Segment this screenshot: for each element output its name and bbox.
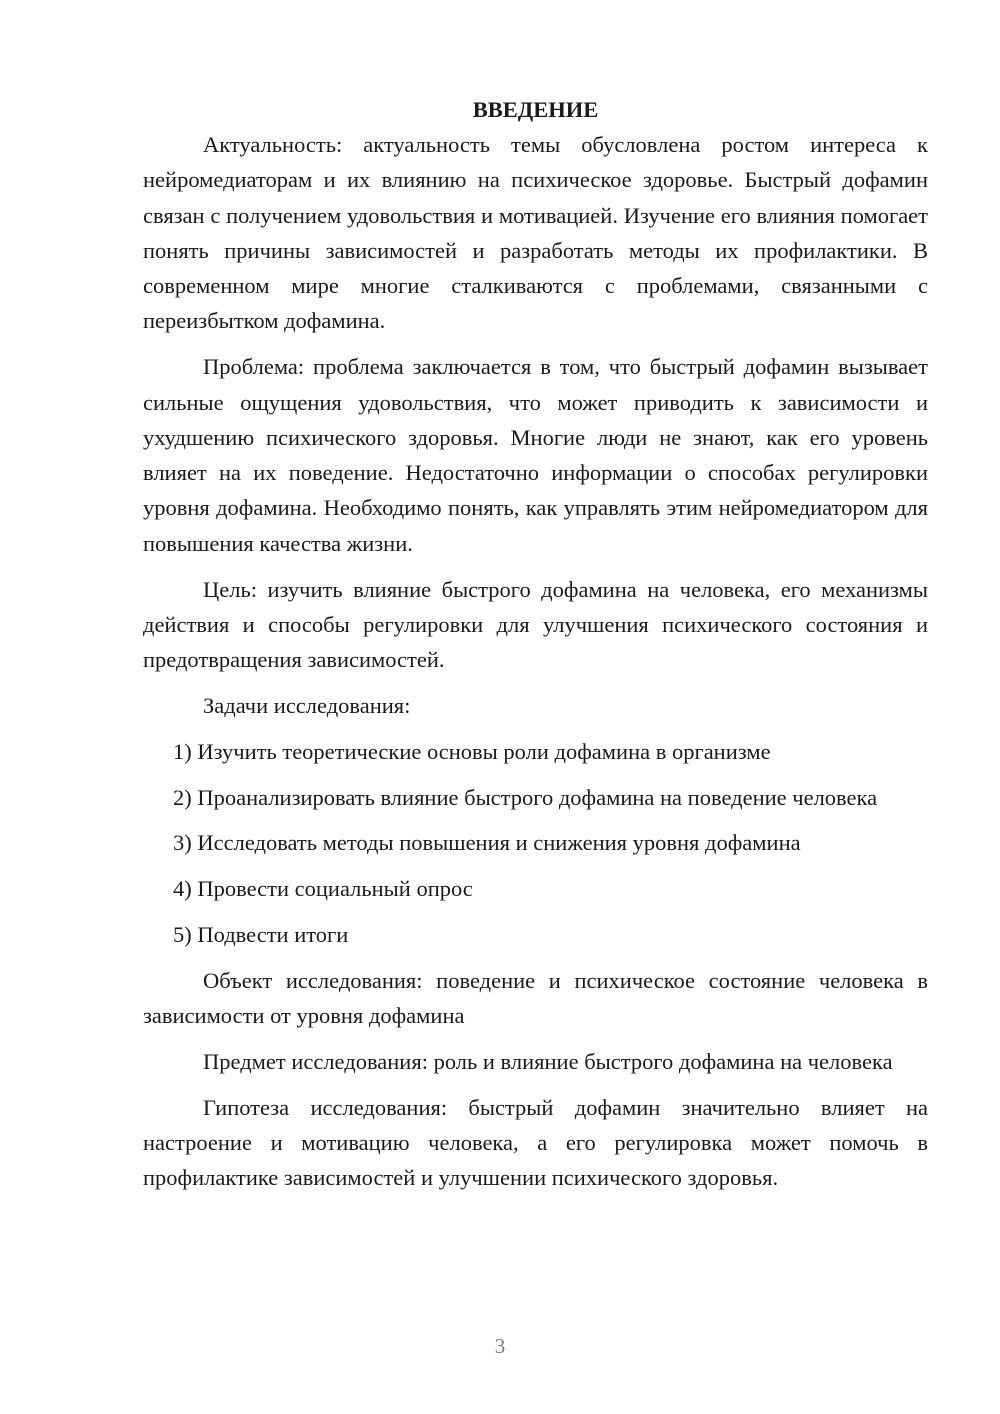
subject-paragraph: Предмет исследования: роль и влияние быстрого дофамина на человека bbox=[203, 1048, 893, 1074]
task-item: 2) Проанализировать влияние быстрого дофамина на поведение человека bbox=[173, 784, 878, 810]
tasks-heading: Задачи исследования: bbox=[203, 692, 411, 718]
hypothesis-paragraph: Гипотеза исследования: быстрый дофамин значительно влияет на настроение и мотивацию человека, а его регулировка может помочь в профилактике зависимостей и улучшении психического здоровья. bbox=[143, 1094, 928, 1191]
relevance-paragraph: Актуальность: актуальность темы обусловлена ростом интереса к нейромедиаторам и их влиянию на психическое здоровье. Быстрый дофамин связан с получением удовольствия и мотивацией. Изучение его влияния помогает понять причины зависимостей и разработать методы их профилактики. В современном мире многие сталкиваются с проблемами, связанными с переизбытком дофамина. bbox=[143, 132, 928, 334]
goal-paragraph: Цель: изучить влияние быстрого дофамина на человека, его механизмы действия и способы регулировки для улучшения психического состояния и предотвращения зависимостей. bbox=[143, 576, 928, 673]
task-item: 1) Изучить теоретические основы роли дофамина в организме bbox=[173, 738, 771, 764]
problem-paragraph: Проблема: проблема заключается в том, что быстрый дофамин вызывает сильные ощущения удовольствия, что может приводить к зависимости и ухудшению психического здоровья. Многие люди не знают, как его уровень влияет на их поведение. Недостаточно информации о способах регулировки уровня дофамина. Необходимо понять, как управлять этим нейромедиатором для повышения качества жизни. bbox=[143, 354, 928, 556]
task-item: 5) Подвести итоги bbox=[173, 921, 349, 947]
section-title: ВВЕДЕНИЕ bbox=[472, 97, 599, 122]
document-body bbox=[143, 92, 928, 1196]
page-number: 3 bbox=[494, 1334, 506, 1358]
task-item: 3) Исследовать методы повышения и снижения уровня дофамина bbox=[173, 830, 801, 856]
object-paragraph: Объект исследования: поведение и психическое состояние человека в зависимости от уровня дофамина bbox=[143, 967, 928, 1029]
task-item: 4) Провести социальный опрос bbox=[173, 876, 473, 902]
